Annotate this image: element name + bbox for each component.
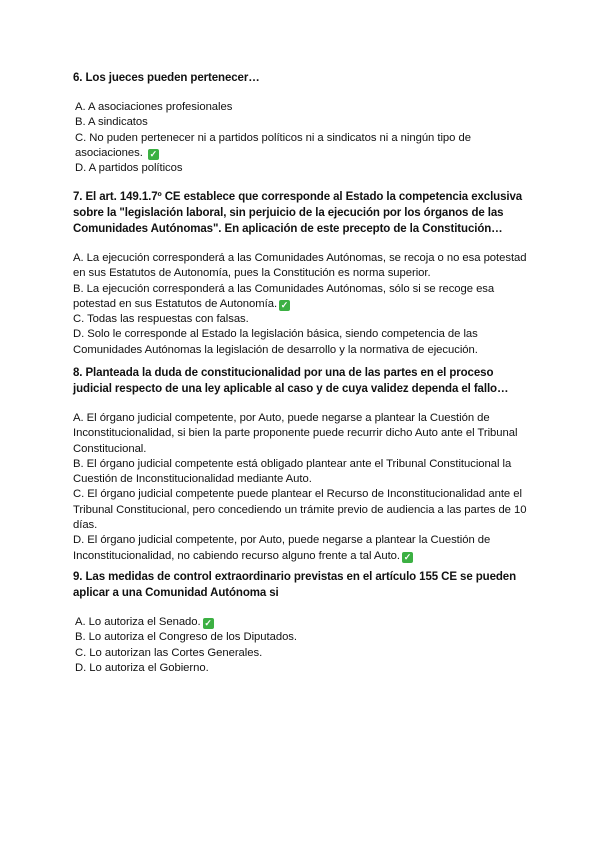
- option-text: A. La ejecución corresponderá a las Comunidades Autónomas, se recoja o no esa potestad en sus Estatutos de Autonomía, pues la Constitución es norma superior.: [73, 252, 527, 280]
- option-text: B. A sindicatos: [75, 116, 148, 129]
- question-title: 9. Las medidas de control extraordinario previstas en el artículo 155 CE se pueden aplicar a una Comunidad Autónoma si: [73, 571, 517, 599]
- option-b: [73, 115, 533, 130]
- option-a: [73, 411, 533, 457]
- option-d: [73, 327, 533, 358]
- option-text: D. A partidos políticos: [75, 162, 183, 175]
- options-list: [73, 615, 533, 676]
- option-b: [73, 630, 533, 645]
- option-text: D. Solo le corresponde al Estado la legislación básica, siendo competencia de las Comunidades Autónomas la legislación de desarrollo y la normativa de ejecución.: [73, 328, 478, 356]
- option-c: [73, 131, 533, 162]
- option-text: A. Lo autoriza el Senado.: [75, 616, 201, 628]
- check-icon: ✓: [149, 148, 158, 159]
- options-list: [73, 100, 533, 176]
- option-c: [73, 646, 533, 661]
- option-b: [73, 282, 533, 313]
- option-text: A. A asociaciones profesionales: [75, 101, 233, 113]
- option-a: [73, 100, 533, 115]
- option-c: [73, 487, 533, 533]
- option-d: [73, 161, 533, 176]
- question-title: 8. Planteada la duda de constitucionalidad por una de las partes en el proceso judicial respecto de una ley aplicable al caso y de cuya validez dependa el fallo…: [73, 367, 509, 395]
- option-text: C. No puden pertenecer ni a partidos políticos ni a sindicatos ni a ningún tipo de asociaciones.: [75, 131, 471, 159]
- question-7: [73, 189, 533, 358]
- question-8: [73, 365, 533, 564]
- option-d: [73, 533, 533, 564]
- option-a: [73, 615, 533, 630]
- question-9: [73, 569, 533, 676]
- option-text: C. Todas las respuestas con falsas.: [73, 313, 249, 326]
- option-text: D. Lo autoriza el Gobierno.: [75, 661, 209, 674]
- question-title: 7. El art. 149.1.7º CE establece que corresponde al Estado la competencia exclusiva sobre la "legislación laboral, sin perjuicio de la ejecución por los órganos de las Comunidades Autónomas". En aplicación de este precepto de la Constitución…: [73, 191, 523, 235]
- check-icon: ✓: [403, 551, 412, 562]
- question-title: 6. Los jueces pueden pertenecer…: [73, 72, 260, 84]
- options-list: [73, 251, 533, 358]
- question-6: [73, 70, 533, 176]
- option-text: A. El órgano judicial competente, por Auto, puede negarse a plantear la Cuestión de Inconstitucionalidad, si bien la parte proponente puede recurrir dicho Auto ante el Tribunal Constitucional.: [73, 412, 518, 455]
- option-d: [73, 661, 533, 676]
- option-text: C. El órgano judicial competente puede plantear el Recurso de Inconstitucionalidad ante el Tribunal Constitucional, pero concediendo un trámite previo de audiencia a las partes de 10 días.: [73, 488, 527, 532]
- check-icon: ✓: [204, 618, 212, 628]
- option-a: [73, 251, 533, 282]
- option-text: B. Lo autoriza el Congreso de los Diputados.: [75, 631, 297, 644]
- option-c: [73, 312, 533, 327]
- check-icon: ✓: [280, 299, 289, 310]
- option-b: [73, 457, 533, 488]
- option-text: B. El órgano judicial competente está obligado plantear ante el Tribunal Constitucional la Cuestión de Inconstitucionalidad mediante Auto.: [73, 457, 512, 486]
- option-text: D. El órgano judicial competente, por Auto, puede negarse a plantear la Cuestión de Inconstitucionalidad, no cabiendo recurso alguno frente a tal Auto.: [73, 534, 491, 562]
- option-text: C. Lo autorizan las Cortes Generales.: [75, 646, 263, 659]
- options-list: [73, 411, 533, 564]
- option-text: B. La ejecución corresponderá a las Comunidades Autónomas, sólo si se recoge esa potestad en sus Estatutos de Autonomía.: [73, 282, 495, 310]
